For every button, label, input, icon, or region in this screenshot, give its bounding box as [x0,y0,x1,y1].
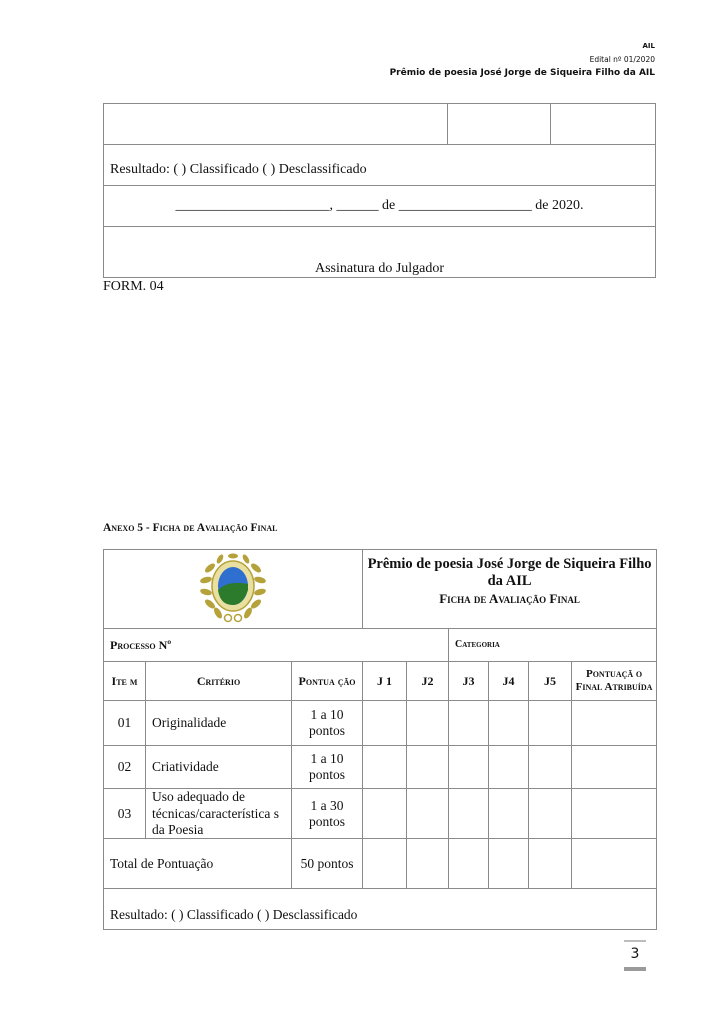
category-label[interactable]: Categoria [449,629,657,662]
process-number-label[interactable]: Processo Nº [104,629,449,662]
col-header-item: Ite m [104,662,146,701]
col-header-j5: J5 [529,662,572,701]
page-number-value: 3 [630,946,640,962]
col-header-criterion: Critério [146,662,292,701]
header-edital: Edital nº 01/2020 [589,55,655,64]
score-final[interactable] [572,701,657,746]
item-number: 02 [104,746,146,789]
score-j3[interactable] [449,701,489,746]
divider [624,940,646,942]
points-range: 1 a 30 pontos [292,789,363,839]
form-title-cell [363,550,657,629]
col-header-j4: J4 [489,662,529,701]
annex-title: Anexo 5 - Ficha de Avaliação Final [103,522,278,534]
total-j4[interactable] [489,839,529,889]
points-range: 1 a 10 pontos [292,746,363,789]
total-points: 50 pontos [292,839,363,889]
result-line[interactable]: Resultado: ( ) Classificado ( ) Desclassificado [104,889,657,930]
score-j4[interactable] [489,789,529,839]
col-header-j2: J2 [407,662,449,701]
score-j1[interactable] [363,746,407,789]
signature-label[interactable]: Assinatura do Julgador [104,227,656,278]
col-header-final-score: Pontuaçã o Final Atribuída [572,662,657,701]
total-final[interactable] [572,839,657,889]
total-j5[interactable] [529,839,572,889]
score-j4[interactable] [489,701,529,746]
score-j2[interactable] [407,789,449,839]
table-row [104,746,657,789]
score-j5[interactable] [529,701,572,746]
total-label: Total de Pontuação [104,839,292,889]
form-code: FORM. 04 [103,279,164,294]
table-row [104,789,657,839]
criterion: Uso adequado de técnicas/característica s da Poesia [146,789,292,839]
col-header-points: Pontua ção [292,662,363,701]
score-final[interactable] [572,789,657,839]
blank-cell[interactable] [104,104,448,145]
col-header-j1: J 1 [363,662,407,701]
form-title: Prêmio de poesia José Jorge de Siqueira Filho da AIL [367,556,652,590]
total-j2[interactable] [407,839,449,889]
score-j3[interactable] [449,789,489,839]
score-j2[interactable] [407,701,449,746]
divider [624,967,646,971]
score-j1[interactable] [363,789,407,839]
header-title: Prêmio de poesia José Jorge de Siqueira Filho da AIL [389,68,655,78]
item-number: 03 [104,789,146,839]
page-number [624,940,646,971]
score-final[interactable] [572,746,657,789]
score-j5[interactable] [529,746,572,789]
form-subtitle: Ficha de Avaliação Final [439,590,580,606]
result-line[interactable]: Resultado: ( ) Classificado ( ) Desclassificado [104,145,656,186]
evaluation-form-continuation [103,103,656,278]
score-j3[interactable] [449,746,489,789]
total-j1[interactable] [363,839,407,889]
total-j3[interactable] [449,839,489,889]
final-evaluation-form [103,549,657,930]
criterion: Criatividade [146,746,292,789]
date-line[interactable]: ______________________, ______ de ___________________ de 2020. [104,186,656,227]
criterion: Originalidade [146,701,292,746]
total-row [104,839,657,889]
item-number: 01 [104,701,146,746]
blank-cell[interactable] [551,104,656,145]
table-row [104,701,657,746]
score-j1[interactable] [363,701,407,746]
score-j4[interactable] [489,746,529,789]
logo-cell [104,550,363,629]
blank-cell[interactable] [448,104,551,145]
academy-emblem-icon [198,550,268,624]
points-range: 1 a 10 pontos [292,701,363,746]
col-header-j3: J3 [449,662,489,701]
header-org: AIL [642,42,655,50]
score-j2[interactable] [407,746,449,789]
score-j5[interactable] [529,789,572,839]
